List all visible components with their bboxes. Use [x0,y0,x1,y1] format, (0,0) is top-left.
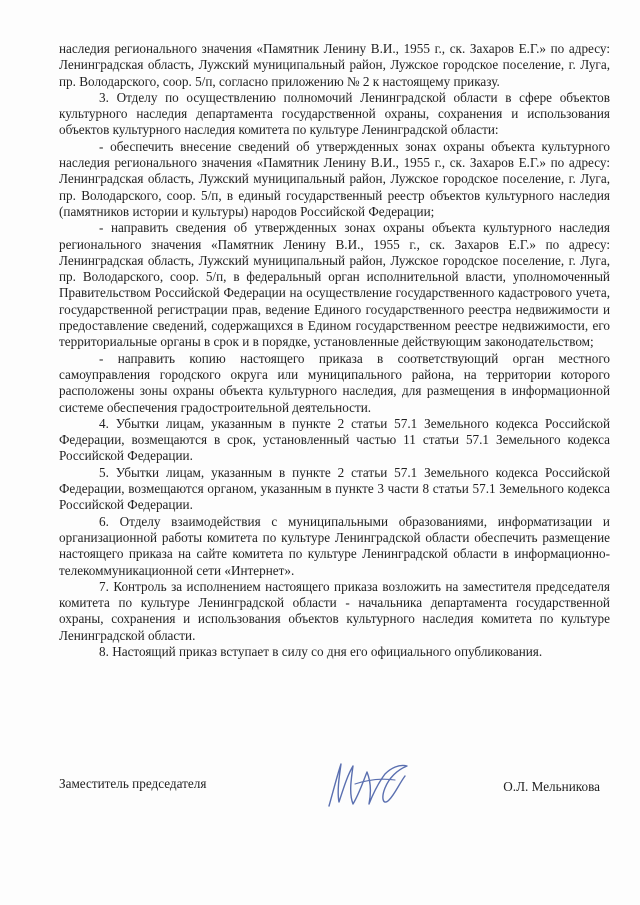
paragraph-item-7: 7. Контроль за исполнением настоящего приказа возложить на заместителя председателя комитета по культуре Ленинградской области - начальника департамента государственной охраны, сохранения и использования объектов культурного наследия комитета по культуре Ленинградской области. [59,578,610,643]
paragraph-item-3: 3. Отделу по осуществлению полномочий Ленинградской области в сфере объектов культурного наследия департамента государственной охраны, сохранения и использования объектов культурного наследия комитета по культуре Ленинградской области: [59,89,610,138]
paragraph-item-5: 5. Убытки лицам, указанным в пункте 2 статьи 57.1 Земельного кодекса Российской Федерации, возмещаются органом, указанным в пункте 3 части 8 статьи 57.1 Земельного кодекса Российской Федерации. [59,464,610,513]
paragraph-subitem-local-government: - направить копию настоящего приказа в соответствующий орган местного самоуправления городского округа или муниципального района, на территории которого расположены зоны охраны объекта культурного наследия, для размещения в информационной системе обеспечения градостроительной деятельности. [59,350,610,415]
paragraph-subitem-federal-agency: - направить сведения об утвержденных зонах охраны объекта культурного наследия регионального значения «Памятник Ленину В.И., 1955 г., ск. Захаров Е.Г.» по адресу: Ленинградская область, Лужский муниципальный район, Лужское городское поселение, г. Луга, пр. Володарского, соор. 5/п, в федеральный орган исполнительной власти, уполномоченный Правительством Российской Федерации на осуществление государственного кадастрового учета, государственной регистрации прав, ведение Единого государственного реестра недвижимости и предоставление сведений, содержащихся в Едином государственном реестре недвижимости, его территориальные органы в срок и в порядке, установленные действующим законодательством; [59,220,610,350]
paragraph-subitem-registry: - обеспечить внесение сведений об утвержденных зонах охраны объекта культурного наследия регионального значения «Памятник Ленину В.И., 1955 г., ск. Захаров Е.Г.» по адресу: Ленинградская область, Лужский муниципальный район, Лужское городское поселение, г. Луга, пр. Володарского, соор. 5/п, в единый государственный реестр объектов культурного наследия (памятников истории и культуры) народов Российской Федерации; [59,138,610,219]
paragraph-continuation: наследия регионального значения «Памятник Ленину В.И., 1955 г., ск. Захаров Е.Г.» по адресу: Ленинградская область, Лужский муниципальный район, Лужское городское поселение, г. Луга, пр. Володарского, соор. 5/п, согласно приложению № 2 к настоящему приказу. [59,41,610,89]
paragraph-item-8: 8. Настоящий приказ вступает в силу со дня его официального опубликования. [99,643,543,659]
paragraph-item-4: 4. Убытки лицам, указанным в пункте 2 статьи 57.1 Земельного кодекса Российской Федерации, возмещаются в срок, установленный частью 11 статьи 57.1 Земельного кодекса Российской Федерации. [59,415,610,464]
handwritten-signature-icon [315,754,425,814]
paragraph-item-6: 6. Отделу взаимодействия с муниципальными образованиями, информатизации и организационной работы комитета по культуре Ленинградской области обеспечить размещение настоящего приказа на сайте комитета по культуре Ленинградской области в информационно-телекоммуникационной сети «Интернет». [59,513,610,578]
signatory-name: О.Л. Мельникова [503,779,600,794]
signatory-title: Заместитель председателя [59,776,207,791]
document-body [59,41,610,660]
